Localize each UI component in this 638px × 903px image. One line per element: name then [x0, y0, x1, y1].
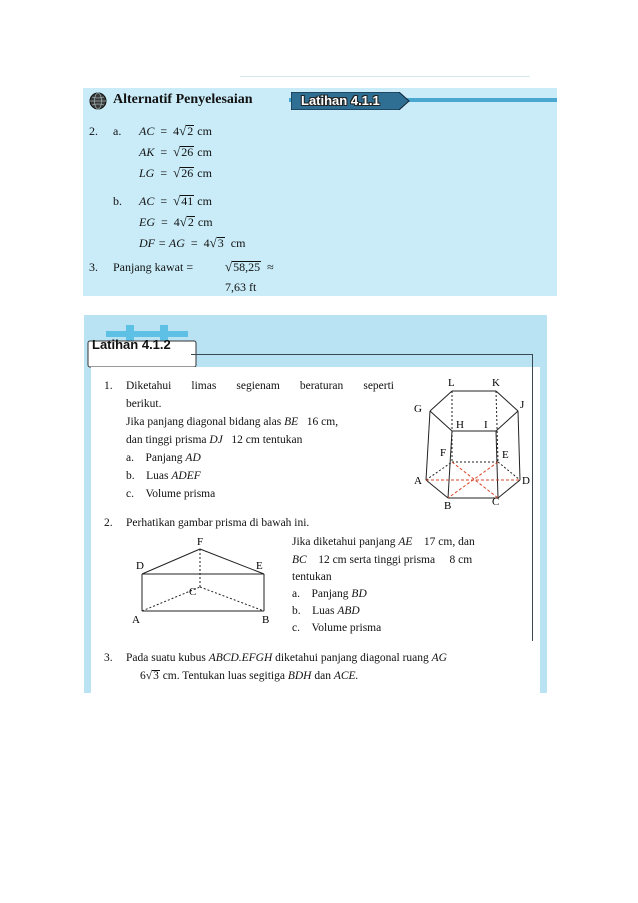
exercise-tag-label: Latihan 4.1.1	[301, 93, 380, 108]
text: Jika diketahui panjang	[292, 536, 396, 548]
label-G: G	[414, 403, 422, 415]
lhs: AC	[139, 194, 155, 208]
var: BC	[292, 554, 307, 566]
top-divider	[240, 76, 530, 77]
label-F: F	[440, 447, 447, 459]
sqrt-sign: √	[145, 670, 153, 682]
text: Pada suatu kubus	[126, 652, 206, 664]
text: 8 cm	[449, 554, 473, 566]
text: 12 cm tentukan	[231, 434, 303, 446]
sqrt-sign: √	[209, 235, 217, 250]
var: DJ	[209, 434, 223, 446]
radicand: 3	[153, 670, 159, 682]
radicand: 58,25	[233, 260, 261, 274]
sqrt-sign: √	[225, 259, 233, 274]
sqrt-sign: √	[179, 214, 187, 229]
radicand: 2	[187, 124, 194, 138]
radicand: 26	[181, 166, 194, 180]
q2a-row-3: LG = √26 cm	[139, 165, 212, 180]
coef: 6	[140, 670, 146, 682]
label: b.	[292, 605, 301, 617]
q2-a-label: a.	[113, 124, 122, 138]
q3-number: 3.	[89, 260, 98, 274]
label-A: A	[132, 614, 140, 626]
label-D: D	[522, 475, 530, 487]
q2a-row-1: AC = 4√2 cm	[139, 123, 212, 138]
var: BDH	[287, 670, 312, 682]
exercise-label: Latihan 4.1.2	[92, 337, 171, 352]
q2b-row-3: DF = AG = 4√3 cm	[139, 235, 246, 250]
approx-sign: ≈	[267, 260, 274, 274]
var: ACE.	[333, 670, 359, 682]
text: cm. Tentukan luas segitiga	[162, 670, 285, 682]
p2-q1-item-a	[126, 452, 201, 464]
triangular-prism-figure	[128, 535, 278, 627]
text: Jika panjang diagonal bidang alas	[126, 416, 282, 428]
p2-q3-line2	[140, 670, 358, 682]
solution-panel	[83, 88, 557, 296]
label-I: I	[484, 419, 488, 431]
text: Panjang	[145, 452, 183, 464]
q3-label: Panjang kawat =	[113, 260, 194, 274]
p2-q3-number: 3.	[104, 652, 113, 664]
q2a-row-2: AK = √26 cm	[139, 144, 212, 159]
label-H: H	[456, 419, 464, 431]
p2-q1-line3	[126, 416, 338, 428]
text: dan	[314, 670, 331, 682]
radicand: 3	[217, 236, 224, 250]
label: a.	[292, 588, 300, 600]
p2-q1-line2: berikut.	[126, 398, 162, 410]
q2b-row-1: AC = √41 cm	[139, 193, 212, 208]
p2-q2-number: 2.	[104, 517, 113, 529]
p2-q2-line1	[292, 536, 475, 548]
q2-number: 2.	[89, 124, 98, 138]
radicand: 26	[181, 145, 194, 159]
label: a.	[126, 452, 134, 464]
globe-icon	[89, 92, 107, 110]
p2-q1-number: 1.	[104, 380, 113, 392]
unit: cm	[230, 236, 246, 250]
p2-q2-line3: tentukan	[292, 571, 332, 583]
var: BE	[284, 416, 299, 428]
lhs: AC	[139, 124, 155, 138]
lhs: DF = AG	[139, 236, 185, 250]
sqrt-sign: √	[173, 144, 181, 159]
var: AG	[431, 652, 447, 664]
text: dan tinggi prisma	[126, 434, 207, 446]
text: diketahui panjang diagonal ruang	[275, 652, 429, 664]
unit: cm	[197, 124, 212, 138]
q3-result: 7,63 ft	[225, 280, 257, 294]
p2-q3-line1	[126, 652, 447, 664]
q2-b-label: b.	[113, 194, 122, 208]
text: Luas	[312, 605, 335, 617]
text: 17 cm, dan	[423, 536, 475, 548]
p2-q1-line4	[126, 434, 302, 446]
p2-q1-item-c	[126, 488, 215, 500]
p2-q2-line2	[292, 554, 472, 566]
label-L: L	[448, 377, 455, 389]
q2b-row-2: EG = 4√2 cm	[139, 214, 213, 229]
lhs: LG	[139, 166, 155, 180]
text: 12 cm serta tinggi prisma	[318, 554, 436, 566]
unit: cm	[197, 145, 212, 159]
var: ABD	[337, 605, 360, 617]
q3-expression	[225, 259, 274, 275]
label-J: J	[520, 399, 525, 411]
sqrt-sign: √	[179, 123, 187, 138]
label-C: C	[492, 496, 500, 508]
text: 16 cm,	[306, 416, 339, 428]
coef: 4	[173, 215, 180, 229]
text: Volume prisma	[311, 622, 382, 634]
var: ADEF	[171, 470, 201, 482]
unit: cm	[197, 166, 212, 180]
label-B: B	[262, 614, 270, 626]
lhs: EG	[139, 215, 155, 229]
p2-q2-intro: Perhatikan gambar prisma di bawah ini.	[126, 517, 310, 529]
label-F: F	[197, 536, 204, 548]
label: b.	[126, 470, 135, 482]
p2-q1-item-b	[126, 470, 201, 482]
label-A: A	[414, 475, 422, 487]
hexagonal-prism-figure	[408, 374, 538, 510]
lhs: AK	[139, 145, 155, 159]
var: AE	[398, 536, 413, 548]
label-E: E	[502, 449, 509, 461]
label: c.	[126, 488, 134, 500]
var: AD	[185, 452, 201, 464]
p2-q2-item-c	[292, 622, 381, 634]
label-D: D	[136, 560, 144, 572]
text: Luas	[146, 470, 169, 482]
var: ABCD.EFGH	[208, 652, 273, 664]
coef: 4	[173, 124, 180, 138]
p2-q2-item-a	[292, 588, 367, 600]
var: BD	[351, 588, 367, 600]
label: c.	[292, 622, 300, 634]
sqrt-sign: √	[173, 193, 181, 208]
exercise-rule	[191, 354, 532, 355]
label-K: K	[492, 377, 500, 389]
text: Volume prisma	[145, 488, 216, 500]
sqrt-sign: √	[173, 165, 181, 180]
label-C: C	[189, 586, 197, 598]
radicand: 2	[187, 215, 194, 229]
text: Panjang	[311, 588, 349, 600]
label-E: E	[256, 560, 263, 572]
radicand: 41	[181, 194, 194, 208]
unit: cm	[197, 194, 212, 208]
unit: cm	[197, 215, 213, 229]
coef: 4	[203, 236, 210, 250]
p2-q1-line1: Diketahui limas segienam beraturan seperti	[126, 380, 394, 392]
label-B: B	[444, 500, 452, 510]
solution-title: Alternatif Penyelesaian	[113, 92, 253, 107]
p2-q2-item-b	[292, 605, 360, 617]
